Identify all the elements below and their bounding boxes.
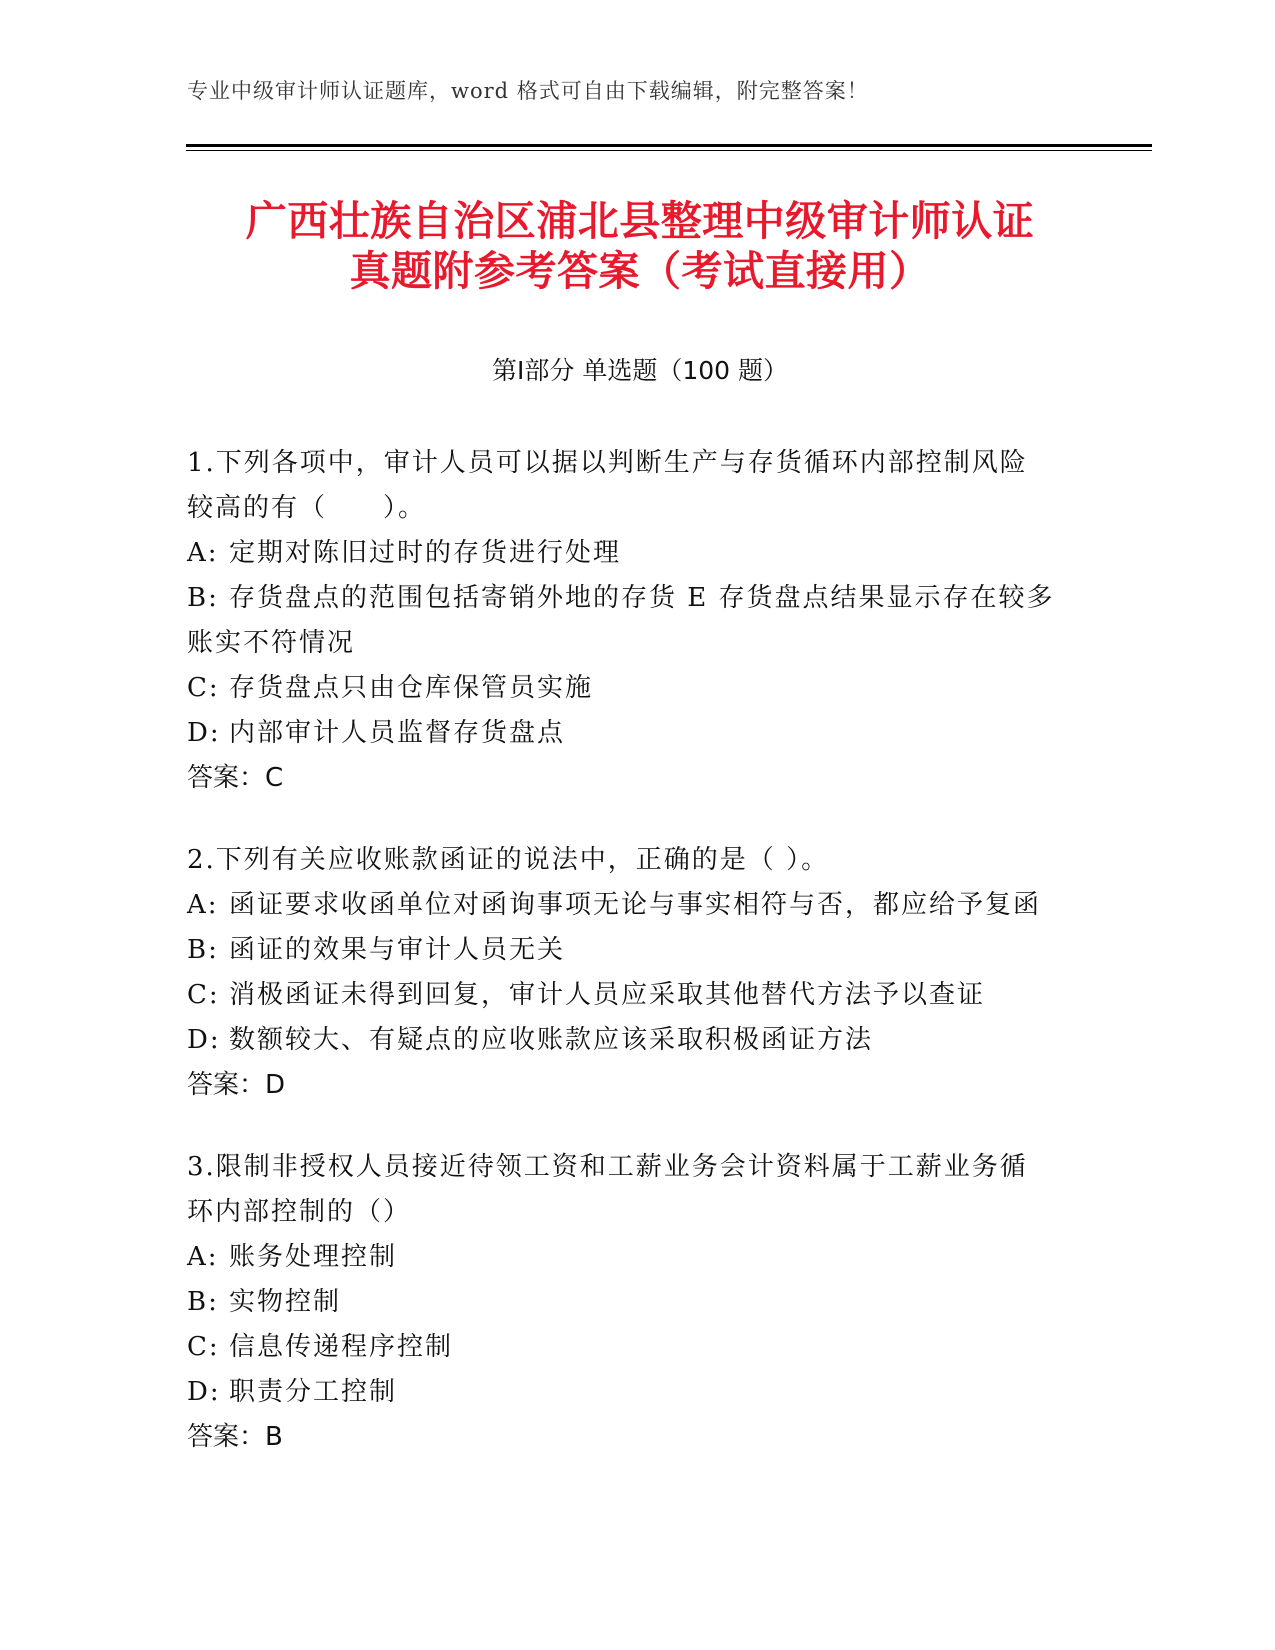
option-text: 实物控制 — [229, 1287, 342, 1317]
option-text: 消极函证未得到回复，审计人员应采取其他替代方法予以查证 — [229, 980, 986, 1010]
option-text: 职责分工控制 — [229, 1377, 398, 1407]
option-c — [187, 973, 1087, 1018]
question-list — [187, 441, 1087, 1497]
question-stem — [187, 441, 1087, 531]
option-text: 存货盘点的范围包括寄销外地的存货 E 存货盘点结果显示存在较多 — [229, 583, 1055, 613]
option-b — [187, 576, 1087, 621]
option-label: B: — [187, 935, 219, 965]
option-label: C: — [187, 1332, 220, 1362]
option-label: C: — [187, 980, 220, 1010]
answer: 答案：C — [187, 763, 284, 793]
option-text: 存货盘点只由仓库保管员实施 — [229, 673, 594, 703]
document-title — [180, 196, 1100, 296]
option-b-continued: 账实不符情况 — [187, 628, 356, 658]
option-text: 信息传递程序控制 — [229, 1332, 454, 1362]
question-stem-line: 环内部控制的（） — [187, 1197, 412, 1227]
question-3 — [187, 1145, 1087, 1460]
option-c — [187, 1325, 1087, 1370]
question-stem — [187, 1145, 1087, 1235]
option-text: 定期对陈旧过时的存货进行处理 — [229, 538, 622, 568]
option-label: A: — [187, 890, 219, 920]
option-label: D: — [187, 1025, 221, 1055]
option-label: A: — [187, 1242, 219, 1272]
option-label: C: — [187, 673, 220, 703]
option-text: 函证的效果与审计人员无关 — [229, 935, 566, 965]
option-label: B: — [187, 1287, 219, 1317]
document-title-line-2: 真题附参考答案（考试直接用） — [349, 247, 931, 295]
section-heading: 第Ⅰ部分 单选题（100 题） — [492, 356, 788, 385]
option-c — [187, 666, 1087, 711]
option-label: D: — [187, 1377, 221, 1407]
option-b — [187, 928, 1087, 973]
document-title-line-1: 广西壮族自治区浦北县整理中级审计师认证 — [245, 197, 1035, 245]
question-stem-line: 2.下列有关应收账款函证的说法中，正确的是（ ）。 — [187, 845, 830, 875]
option-a — [187, 531, 1087, 576]
question-stem-line: 较高的有（ ）。 — [187, 493, 427, 523]
header-note: 专业中级审计师认证题库，word 格式可自由下载编辑，附完整答案！ — [187, 79, 869, 103]
option-label: A: — [187, 538, 219, 568]
option-text: 内部审计人员监督存货盘点 — [229, 718, 566, 748]
option-d — [187, 1018, 1087, 1063]
option-label: B: — [187, 583, 219, 613]
question-1 — [187, 441, 1087, 801]
option-b — [187, 1280, 1087, 1325]
option-a — [187, 1235, 1087, 1280]
answer: 答案：B — [187, 1422, 283, 1452]
question-2 — [187, 838, 1087, 1108]
option-text: 账务处理控制 — [229, 1242, 398, 1272]
option-label: D: — [187, 718, 221, 748]
option-d — [187, 1370, 1087, 1415]
header-rule-thin — [186, 150, 1152, 151]
question-stem-line: 3.限制非授权人员接近待领工资和工薪业务会计资料属于工薪业务循 — [187, 1152, 1028, 1182]
option-d — [187, 711, 1087, 756]
header-rule-thick — [186, 144, 1152, 147]
question-stem — [187, 838, 1087, 883]
option-text: 数额较大、有疑点的应收账款应该采取积极函证方法 — [229, 1025, 874, 1055]
option-a — [187, 883, 1087, 928]
answer: 答案：D — [187, 1070, 286, 1100]
option-text: 函证要求收函单位对函询事项无论与事实相符与否，都应给予复函 — [229, 890, 1042, 920]
question-stem-line: 1.下列各项中，审计人员可以据以判断生产与存货循环内部控制风险 — [187, 448, 1028, 478]
